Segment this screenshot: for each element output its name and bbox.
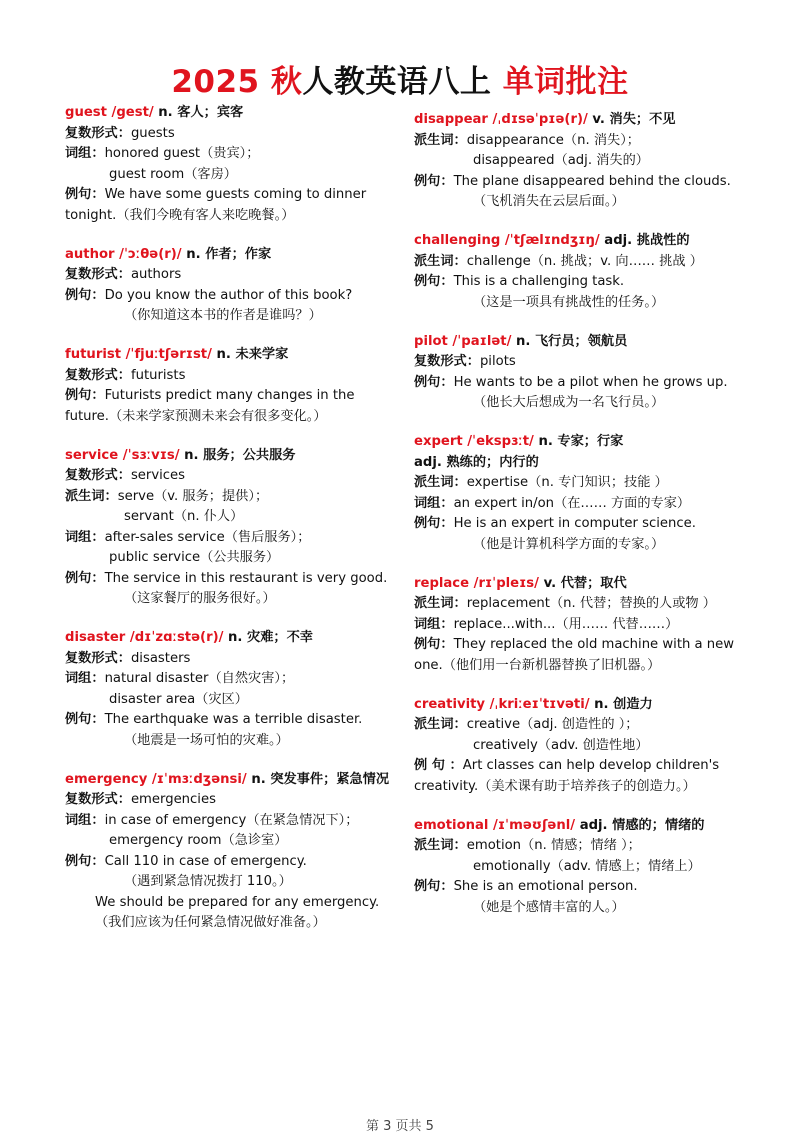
line-label: 例句： (414, 274, 454, 289)
page-title (0, 56, 800, 101)
page-footer: 第 3 页共 5 (366, 1119, 434, 1134)
entry-word: disappear /ˌdɪsəˈpɪə(r)/ (414, 112, 588, 127)
line-label: 词组： (65, 671, 105, 686)
line-label: 例句： (414, 637, 454, 652)
line-text: Art classes can help develop children's (462, 758, 720, 773)
entry-gap (65, 427, 400, 446)
line-text: emergencies (130, 792, 216, 807)
entry-word: replace /rɪˈpleɪs/ (414, 575, 539, 591)
line-text: （我们应该为任何紧急情况做好准备。） (95, 915, 326, 930)
line-label: 例句： (65, 187, 105, 202)
entry-line (414, 736, 744, 757)
entry-line (414, 192, 744, 213)
entry-line (414, 635, 744, 656)
entry-line (414, 514, 744, 535)
line-label: 例句： (65, 287, 105, 303)
entry-headword-line (414, 231, 744, 252)
line-label: 复数形式： (65, 468, 131, 483)
entry-line (414, 131, 744, 152)
entry-line (65, 144, 400, 165)
line-text: Futurists predict many changes in the (104, 388, 355, 403)
entry-line (414, 836, 744, 857)
line-text: We should be prepared for any emergency. (95, 894, 380, 910)
line-label: 复数形式： (65, 792, 131, 807)
line-text: He wants to be a pilot when he grows up. (453, 374, 728, 390)
entry-line (65, 649, 400, 670)
line-text: guest room（客房） (109, 166, 237, 182)
entry-line (414, 473, 744, 494)
entry-word: disaster /dɪˈzɑːstə(r)/ (65, 630, 224, 645)
entry-word: author /ˈɔːθə(r)/ (65, 246, 182, 262)
entry-part-of-speech: v. 消失；不见 (592, 112, 676, 127)
line-text: disaster area（灾区） (109, 691, 248, 707)
line-text: Call 110 in case of emergency. (104, 853, 307, 869)
entry-line (414, 615, 744, 636)
line-text: serve（v. 服务；提供）； (117, 488, 269, 504)
entry-line (65, 366, 400, 387)
entry-line (65, 185, 400, 206)
entry-line (65, 710, 400, 731)
line-text: tonight.（我们今晚有客人来吃晚餐。） (65, 207, 295, 223)
entry-gap (65, 610, 400, 629)
line-text: services (130, 468, 186, 483)
vocab-entry (414, 574, 744, 677)
entry-line (414, 877, 744, 898)
line-label: 复数形式： (65, 125, 131, 141)
line-label: 例句： (414, 879, 454, 894)
line-text: replace...with...（用…… 代替……） (453, 616, 679, 632)
line-label: 派生词： (414, 475, 467, 490)
entry-headword-line (414, 695, 744, 716)
entry-gap (414, 676, 744, 695)
entry-line (65, 265, 400, 286)
line-text: authors (130, 267, 182, 282)
line-label: 例句： (414, 374, 454, 390)
line-text: adj. 熟练的；内行的 (414, 454, 539, 470)
line-text: future.（未来学家预测未来会有很多变化。） (65, 408, 327, 424)
entry-line (65, 790, 400, 811)
entry-gap (65, 327, 400, 346)
vocab-entry (65, 770, 400, 934)
line-text: （这家餐厅的服务很好。） (124, 591, 276, 606)
entry-word: pilot /ˈpaɪlət/ (414, 333, 512, 349)
entry-part-of-speech: n. 服务；公共服务 (184, 447, 296, 463)
entry-line (65, 831, 400, 852)
entry-line (65, 569, 400, 590)
entry-line (414, 393, 744, 414)
entry-line (65, 407, 400, 428)
line-label: 例句： (65, 570, 105, 586)
line-text: （飞机消失在云层后面。） (473, 194, 625, 209)
entry-gap (65, 751, 400, 770)
line-text: disappeared（adj. 消失的） (473, 153, 649, 168)
entry-line (65, 124, 400, 145)
entry-line (65, 852, 400, 873)
line-text: （地震是一场可怕的灾难。） (124, 732, 289, 748)
line-text: （这是一项具有挑战性的任务。） (473, 294, 665, 310)
entry-part-of-speech: n. 突发事件；紧急情况 (251, 771, 390, 787)
line-text: Do you know the author of this book? (104, 287, 353, 303)
line-text: in case of emergency（在紧急情况下）； (104, 812, 359, 828)
entry-part-of-speech: n. 飞行员；领航员 (516, 333, 628, 349)
line-text: emergency room（急诊室） (109, 833, 288, 848)
entry-headword-line (65, 345, 400, 366)
entry-line (65, 811, 400, 832)
line-text: The earthquake was a terrible disaster. (104, 712, 363, 727)
line-label: 词组： (414, 495, 454, 511)
entry-part-of-speech: adj. 挑战性的 (604, 233, 690, 248)
entry-line (65, 669, 400, 690)
entry-line (414, 494, 744, 515)
entry-line (414, 151, 744, 172)
entry-line (65, 507, 400, 528)
entry-gap (414, 313, 744, 332)
entry-headword-line (65, 628, 400, 649)
line-label: 复数形式： (65, 367, 131, 383)
entry-line (65, 731, 400, 752)
vocab-entry (414, 110, 744, 213)
entry-part-of-speech: n. 客人；宾客 (158, 105, 244, 120)
entry-part-of-speech: v. 代替；取代 (543, 575, 627, 591)
title-autumn: 秋 (270, 64, 303, 100)
vocab-entry (414, 695, 744, 798)
line-text: They replaced the old machine with a new (453, 637, 735, 652)
line-label: 例 句 ： (414, 758, 463, 773)
line-text: creatively（adv. 创造性地） (473, 737, 649, 753)
entry-headword-line (414, 432, 744, 453)
entry-headword-line (65, 245, 400, 266)
line-label: 派生词： (414, 596, 467, 611)
entry-headword-line (65, 446, 400, 467)
line-label: 派生词： (414, 132, 467, 148)
entry-line (414, 535, 744, 556)
entry-line (414, 252, 744, 273)
vocab-entry (65, 245, 400, 327)
line-text: expertise（n. 专门知识；技能 ） (466, 475, 668, 490)
line-text: creative（adj. 创造性的 ）； (466, 717, 639, 732)
line-text: This is a challenging task. (453, 274, 625, 289)
entry-line (414, 756, 744, 777)
line-text: creativity.（美术课有助于培养孩子的创造力。） (414, 778, 696, 794)
entry-line (414, 715, 744, 736)
title-tail: 单词批注 (502, 64, 629, 100)
line-label: 词组： (65, 146, 105, 161)
entry-line (414, 172, 744, 193)
entry-word: futurist /ˈfjuːtʃərɪst/ (65, 347, 212, 362)
entry-word: creativity /ˌkriːeɪˈtɪvəti/ (414, 696, 590, 712)
line-text: （他长大后想成为一名飞行员。） (473, 395, 665, 410)
line-text: natural disaster（自然灾害）； (104, 671, 295, 686)
line-text: The service in this restaurant is very good. (104, 570, 388, 586)
line-label: 例句： (65, 388, 105, 403)
entry-gap (65, 226, 400, 245)
entry-line (414, 373, 744, 394)
title-year: 2025 (171, 64, 260, 100)
entry-line (65, 690, 400, 711)
entry-line (414, 656, 744, 677)
entry-line (65, 286, 400, 307)
line-text: （遇到紧急情况拨打 110。） (124, 874, 292, 889)
line-text: replacement（n. 代替；替换的人或物 ） (466, 596, 716, 611)
line-text: futurists (130, 367, 186, 383)
entry-word: challenging /ˈtʃælɪndʒɪŋ/ (414, 233, 600, 248)
line-label: 例句： (414, 173, 454, 189)
entry-headword-line (65, 103, 400, 124)
entry-line (414, 352, 744, 373)
line-text: honored guest（贵宾）； (104, 146, 260, 161)
entry-line (414, 272, 744, 293)
line-label: 例句： (414, 516, 454, 531)
line-text: disasters (130, 650, 191, 666)
line-label: 词组： (414, 616, 454, 632)
entry-word: emotional /ɪˈməʊʃənl/ (414, 817, 576, 833)
entry-line (65, 386, 400, 407)
entry-part-of-speech: n. 专家；行家 (538, 434, 624, 449)
line-text: （他是计算机科学方面的专家。） (473, 536, 665, 552)
entry-headword-line (414, 110, 744, 131)
entry-line (414, 293, 744, 314)
line-label: 复数形式： (65, 650, 131, 666)
vocab-entry (65, 446, 400, 610)
line-label: 例句： (65, 853, 105, 869)
vocab-entry (65, 628, 400, 751)
vocab-entry (65, 345, 400, 427)
entry-gap (414, 555, 744, 574)
entry-line (414, 857, 744, 878)
line-label: 派生词： (65, 488, 118, 504)
entry-line (65, 466, 400, 487)
entry-line (414, 898, 744, 919)
entry-line (65, 206, 400, 227)
line-text: The plane disappeared behind the clouds. (453, 173, 731, 189)
line-text: emotionally（adv. 情感上；情绪上） (473, 858, 701, 874)
line-text: disappearance（n. 消失）； (466, 132, 640, 148)
left-column (65, 103, 400, 934)
line-label: 复数形式： (65, 267, 131, 282)
entry-word: emergency /ɪˈmɜːdʒənsi/ (65, 771, 247, 787)
line-text: emotion（n. 情感；情绪 ）； (466, 838, 641, 853)
entry-part-of-speech: n. 未来学家 (216, 347, 289, 362)
entry-headword-line (414, 332, 744, 353)
entry-line (65, 165, 400, 186)
entry-headword-line (65, 770, 400, 791)
line-text: challenge（n. 挑战；v. 向…… 挑战 ） (466, 253, 703, 269)
entry-line (65, 548, 400, 569)
entry-word: expert /ˈekspɜːt/ (414, 434, 534, 449)
line-text: an expert in/on（在…… 方面的专家） (453, 495, 691, 511)
entry-line (65, 893, 400, 914)
entry-line (414, 453, 744, 474)
line-text: pilots (479, 354, 516, 369)
entry-line (65, 306, 400, 327)
line-text: She is an emotional person. (453, 879, 638, 894)
line-label: 派生词： (414, 253, 467, 269)
line-label: 复数形式： (414, 354, 480, 369)
right-column (414, 110, 744, 918)
line-text: after-sales service（售后服务）； (104, 529, 311, 545)
entry-line (65, 872, 400, 893)
entry-part-of-speech: n. 创造力 (594, 696, 653, 712)
vocab-entry (414, 816, 744, 919)
line-text: guests (130, 125, 175, 141)
vocab-entry (414, 332, 744, 414)
entry-part-of-speech: n. 作者；作家 (186, 246, 272, 262)
entry-word: guest /gest/ (65, 105, 154, 120)
line-text: public service（公共服务） (109, 550, 280, 565)
vocab-entry (65, 103, 400, 226)
line-text: He is an expert in computer science. (453, 516, 696, 531)
entry-gap (414, 797, 744, 816)
entry-gap (414, 414, 744, 433)
entry-line (65, 528, 400, 549)
line-label: 派生词： (414, 838, 467, 853)
line-label: 派生词： (414, 717, 467, 732)
entry-part-of-speech: adj. 情感的；情绪的 (579, 817, 705, 833)
line-label: 词组： (65, 812, 105, 828)
entry-line (414, 777, 744, 798)
entry-headword-line (414, 816, 744, 837)
title-middle: 人教英语八上 (302, 64, 492, 100)
line-text: （她是个感情丰富的人。） (473, 899, 625, 915)
line-label: 例句： (65, 712, 105, 727)
entry-line (65, 913, 400, 934)
entry-line (65, 589, 400, 610)
line-text: We have some guests coming to dinner (104, 187, 367, 202)
entry-word: service /ˈsɜːvɪs/ (65, 447, 180, 463)
vocab-entry (414, 231, 744, 313)
entry-part-of-speech: n. 灾难；不幸 (228, 630, 313, 645)
line-text: servant（n. 仆人） (124, 509, 244, 524)
entry-headword-line (414, 574, 744, 595)
line-text: （你知道这本书的作者是谁吗？） (124, 308, 322, 323)
line-label: 词组： (65, 529, 105, 545)
entry-line (414, 594, 744, 615)
line-text: one.（他们用一台新机器替换了旧机器。） (414, 657, 661, 673)
vocab-entry (414, 432, 744, 555)
entry-gap (414, 213, 744, 232)
entry-line (65, 487, 400, 508)
